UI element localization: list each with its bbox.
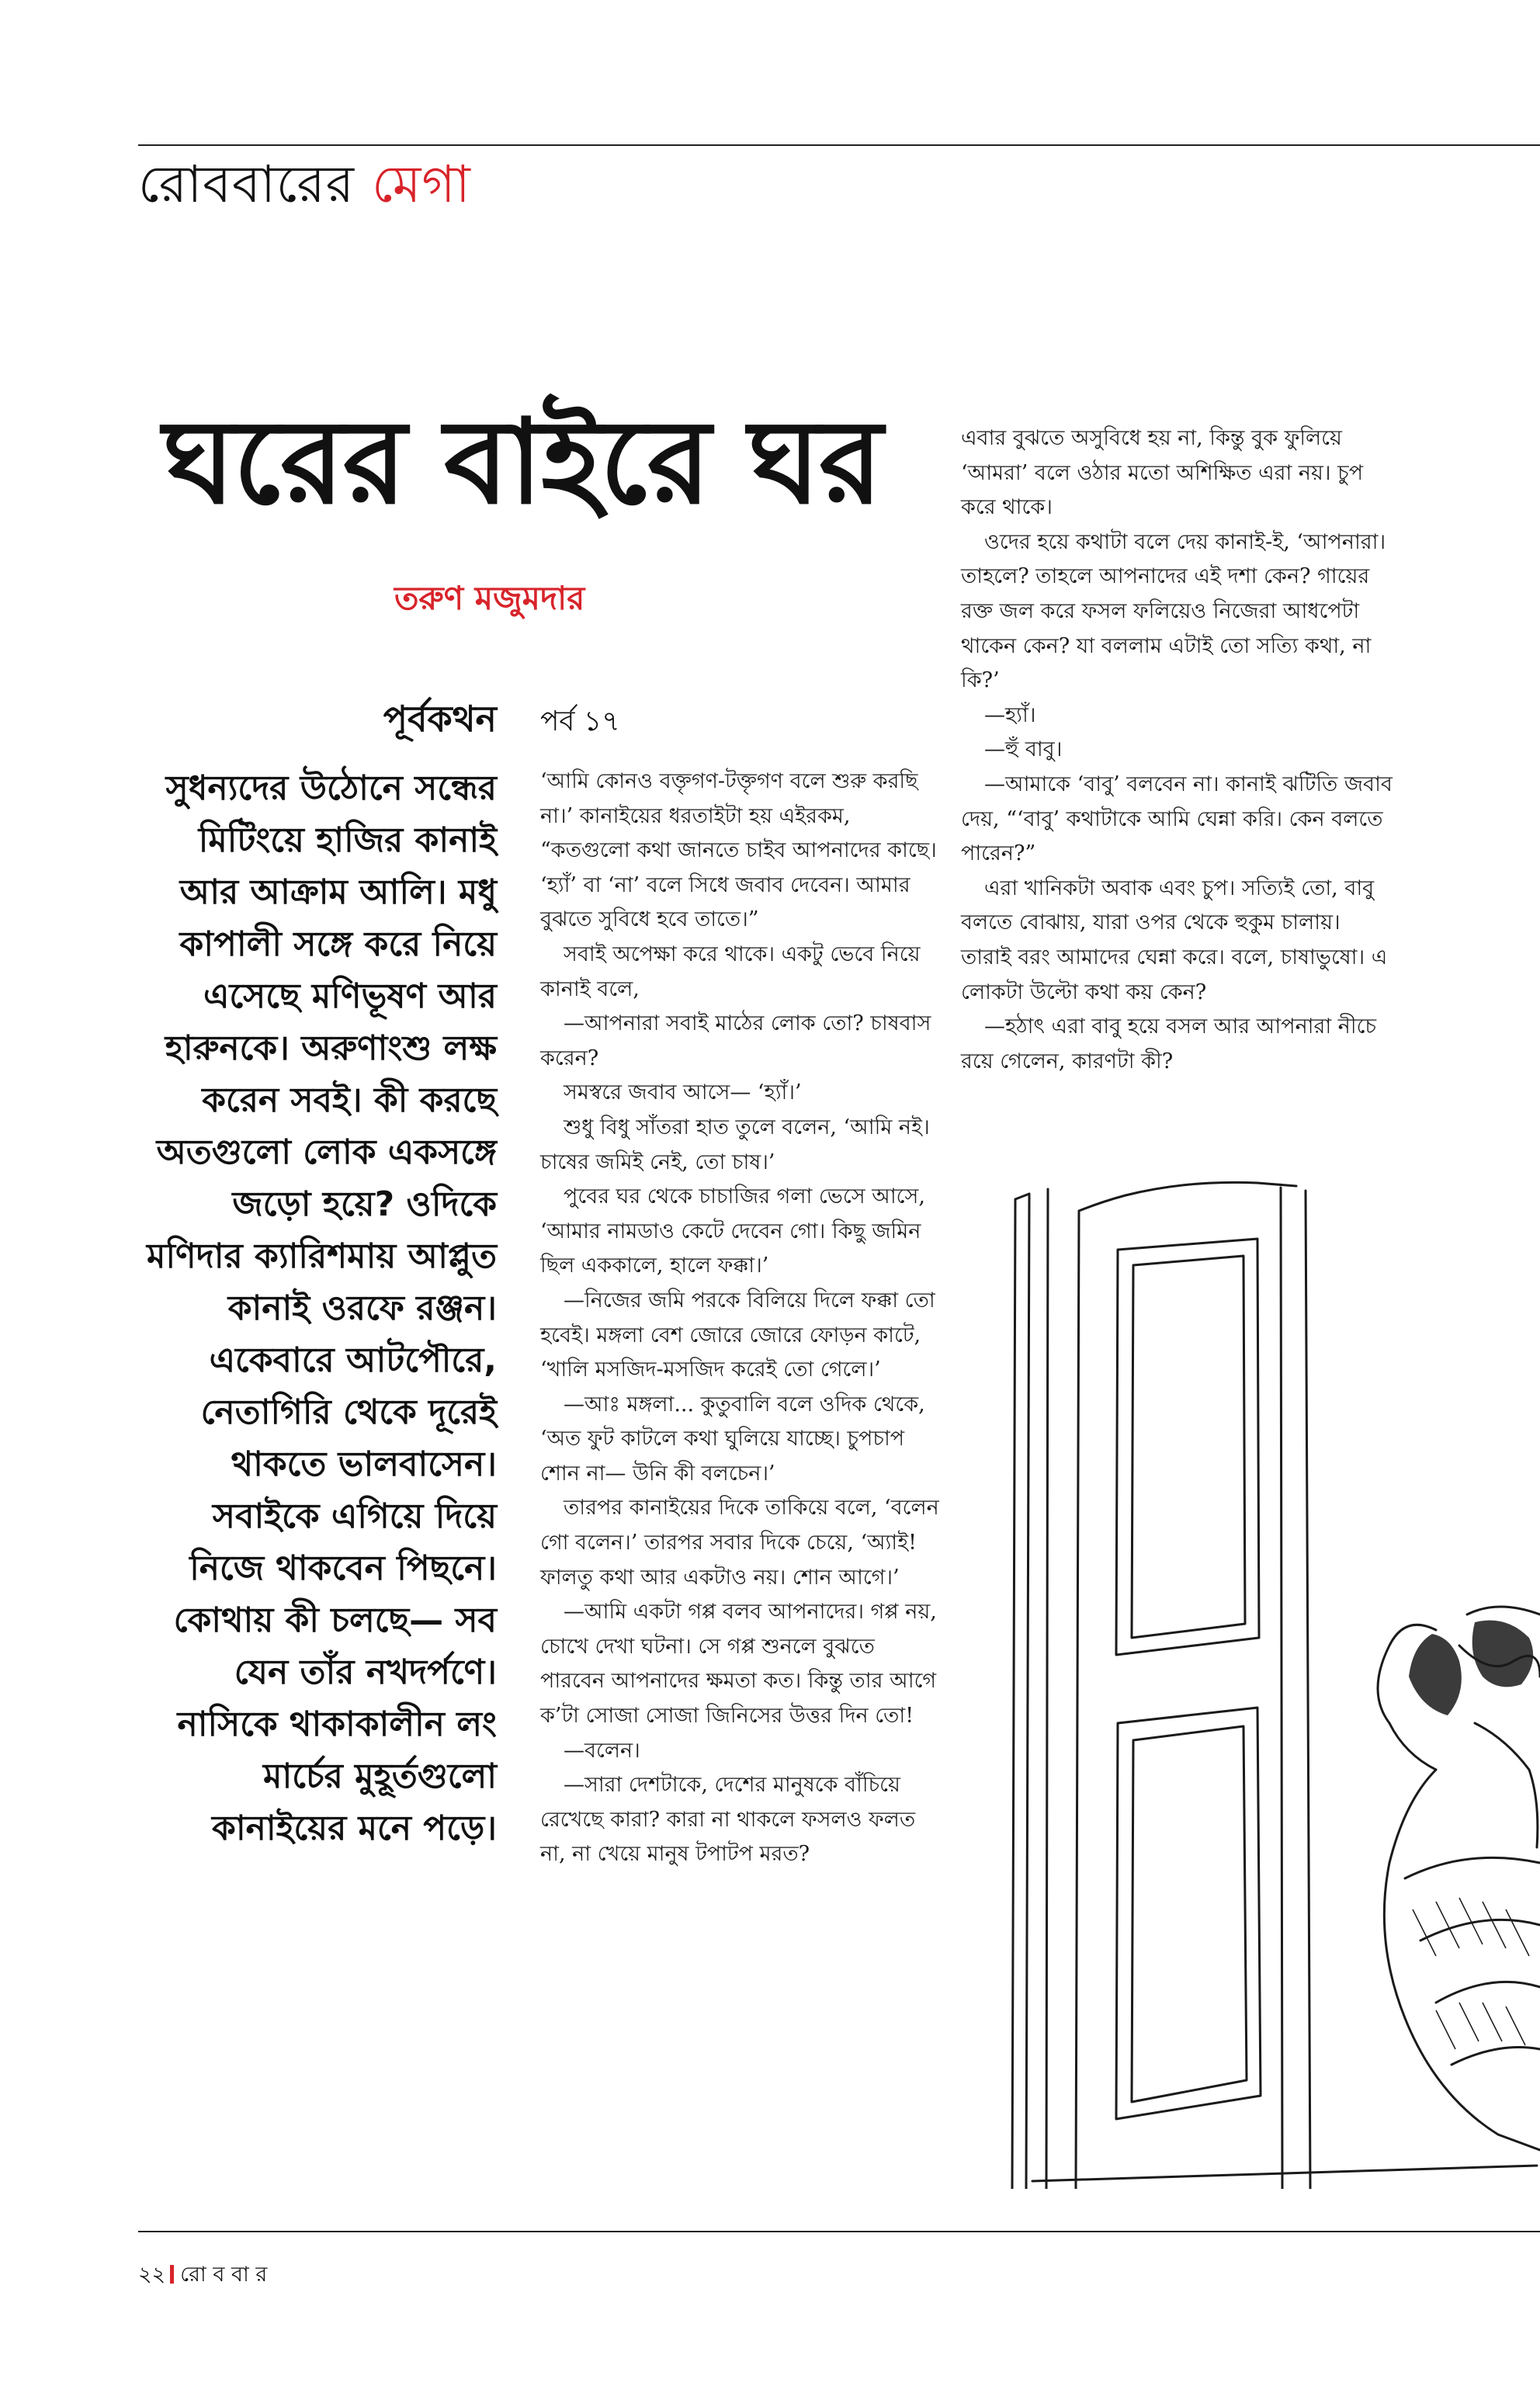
prologue-summary: সুধন্যদের উঠোনে সন্ধের মিটিংয়ে হাজির কানাই আর আক্রাম আলি। মধু কাপালী সঙ্গে করে নিয়ে এসেছে মণিভূষণ আর হারুনকে। অরুণাংশু লক্ষ করেন সবই। কী করছে অতগুলো লোক একসঙ্গে জড়ো হয়ে? ওদিকে মণিদার ক্যারিশমায় আপ্লুত কানাই ওরফে রঞ্জন। একেবারে আটপৌরে, নেতাগিরি থেকে দূরেই থাকতে ভালবাসেন। সবাইকে এগিয়ে দিয়ে নিজে থাকবেন পিছনে। কোথায় কী চলছে— সব যেন তাঁর নখদর্পণে। নাসিকে থাকাকালীন লং মার্চের মুহূর্তগুলো কানাইয়ের মনে পড়ে। xyxy=(147,768,497,1848)
section-name: রোববারের xyxy=(138,154,355,214)
paragraph: এবার বুঝতে অসুবিধে হয় না, কিন্তু বুক ফুলিয়ে ‘আমরা’ বলে ওঠার মতো অশিক্ষিত এরা নয়। চুপ করে থাকে। xyxy=(961,426,1364,520)
paragraph: —হঠাৎ এরা বাবু হয়ে বসল আর আপনারা নীচে রয়ে গেলেন, কারণটা কী? xyxy=(961,1014,1377,1073)
paragraph: —হ্যাঁ। xyxy=(984,702,1036,727)
body-column-right xyxy=(961,421,1396,1079)
paragraph: —আপনারা সবাই মাঠের লোক তো? চাষবাস করেন? xyxy=(540,1011,931,1070)
section-tag: মেগা xyxy=(371,154,471,214)
magazine-name: রো ব বা র xyxy=(180,2263,268,2287)
paragraph: ‘আমি কোনও বক্তৃগণ-টক্তৃগণ বলে শুরু করছি না।’ কানাইয়ের ধরতাইটা হয় এইরকম, “কতগুলো কথা জানতে চাইব আপনাদের কাছে। ‘হ্যাঁ’ বা ‘না’ বলে সিধে জবাব দেবেন। আমার বুঝতে সুবিধে হবে তাতে।” xyxy=(540,769,937,932)
paragraph: শুধু বিধু সাঁতরা হাত তুলে বলেন, ‘আমি নই। চাষের জমিই নেই, তো চাষ।’ xyxy=(540,1115,930,1174)
paragraph: তারপর কানাইয়ের দিকে তাকিয়ে বলে, ‘বলেন গো বলেন।’ তারপর সবার দিকে চেয়ে, ‘অ্যাই! ফালতু কথা আর একটাও নয়। শোন আগে।’ xyxy=(540,1496,939,1590)
author-name: তরুণ মজুমদার xyxy=(394,579,585,617)
paragraph: এরা খানিকটা অবাক এবং চুপ। সত্যিই তো, বাবু বলতে বোঝায়, যারা ওপর থেকে হুকুম চালায়। তারাই বরং আমাদের ঘেন্না করে। বলে, চাষাভুষো। এ লোকটা উল্টো কথা কয় কেন? xyxy=(961,876,1388,1004)
paragraph: —আমি একটা গপ্প বলব আপনাদের। গপ্প নয়, চোখে দেখা ঘটনা। সে গপ্প শুনলে বুঝতে পারবেন আপনাদের ক্ষমতা কত। কিন্তু তার আগে ক’টা সোজা সোজা জিনিসের উত্তর দিন তো! xyxy=(540,1600,937,1729)
paragraph: —সারা দেশটাকে, দেশের মানুষকে বাঁচিয়ে রেখেছে কারা? কারা না থাকলে ফসলও ফলত না, না খেয়ে মানুষ টপাটপ মরত? xyxy=(540,1773,916,1867)
top-rule xyxy=(138,144,1540,146)
page-footer xyxy=(138,2259,267,2294)
bottom-rule xyxy=(138,2231,1540,2232)
paragraph: —বলেন। xyxy=(564,1738,640,1763)
paragraph: —নিজের জমি পরকে বিলিয়ে দিলে ফক্কা তো হবেই। মঙ্গলা বেশ জোরে জোরে ফোড়ন কাটে, ‘খালি মসজিদ-মসজিদ করেই তো গেলে।’ xyxy=(540,1288,935,1382)
paragraph: —আঃ মঙ্গলা... কুতুবালি বলে ওদিক থেকে, ‘অত ফুট কাটলে কথা ঘুলিয়ে যাচ্ছে। চুপচাপ শোন না— উনি কী বলচেন।’ xyxy=(540,1392,925,1486)
section-header xyxy=(138,154,471,214)
paragraph: —আমাকে ‘বাবু’ বলবেন না। কানাই ঝটিতি জবাব দেয়, “‘বাবু’ কথাটাকে আমি ঘেন্না করি। কেন বলতে পারেন?” xyxy=(961,772,1393,866)
page-number: ২২ xyxy=(138,2263,166,2287)
paragraph: সমস্বরে জবাব আসে— ‘হ্যাঁ।’ xyxy=(564,1080,802,1105)
door-illustration xyxy=(1001,1180,1540,2189)
episode-number: পর্ব ১৭ xyxy=(540,706,620,737)
paragraph: পুবের ঘর থেকে চাচাজির গলা ভেসে আসে, ‘আমার নামডাও কেটে দেবেন গো। কিছু জমিন ছিল এককালে, হালে ফক্কা।’ xyxy=(540,1184,925,1278)
paragraph: —হুঁ বাবু। xyxy=(984,737,1063,762)
prologue-label: পূর্বকথন xyxy=(383,698,497,740)
paragraph: ওদের হয়ে কথাটা বলে দেয় কানাই-ই, ‘আপনারা। তাহলে? তাহলে আপনাদের এই দশা কেন? গায়ের রক্ত জল করে ফসল ফলিয়েও নিজেরা আধপেটা থাকেন কেন? যা বললাম এটাই তো সত্যি কথা, না কি?’ xyxy=(961,529,1386,693)
article-title: ঘরের বাইরে ঘর xyxy=(163,394,882,530)
body-column-middle xyxy=(540,765,944,1872)
footer-separator xyxy=(170,2265,174,2284)
paragraph: সবাই অপেক্ষা করে থাকে। একটু ভেবে নিয়ে কানাই বলে, xyxy=(540,942,921,1001)
